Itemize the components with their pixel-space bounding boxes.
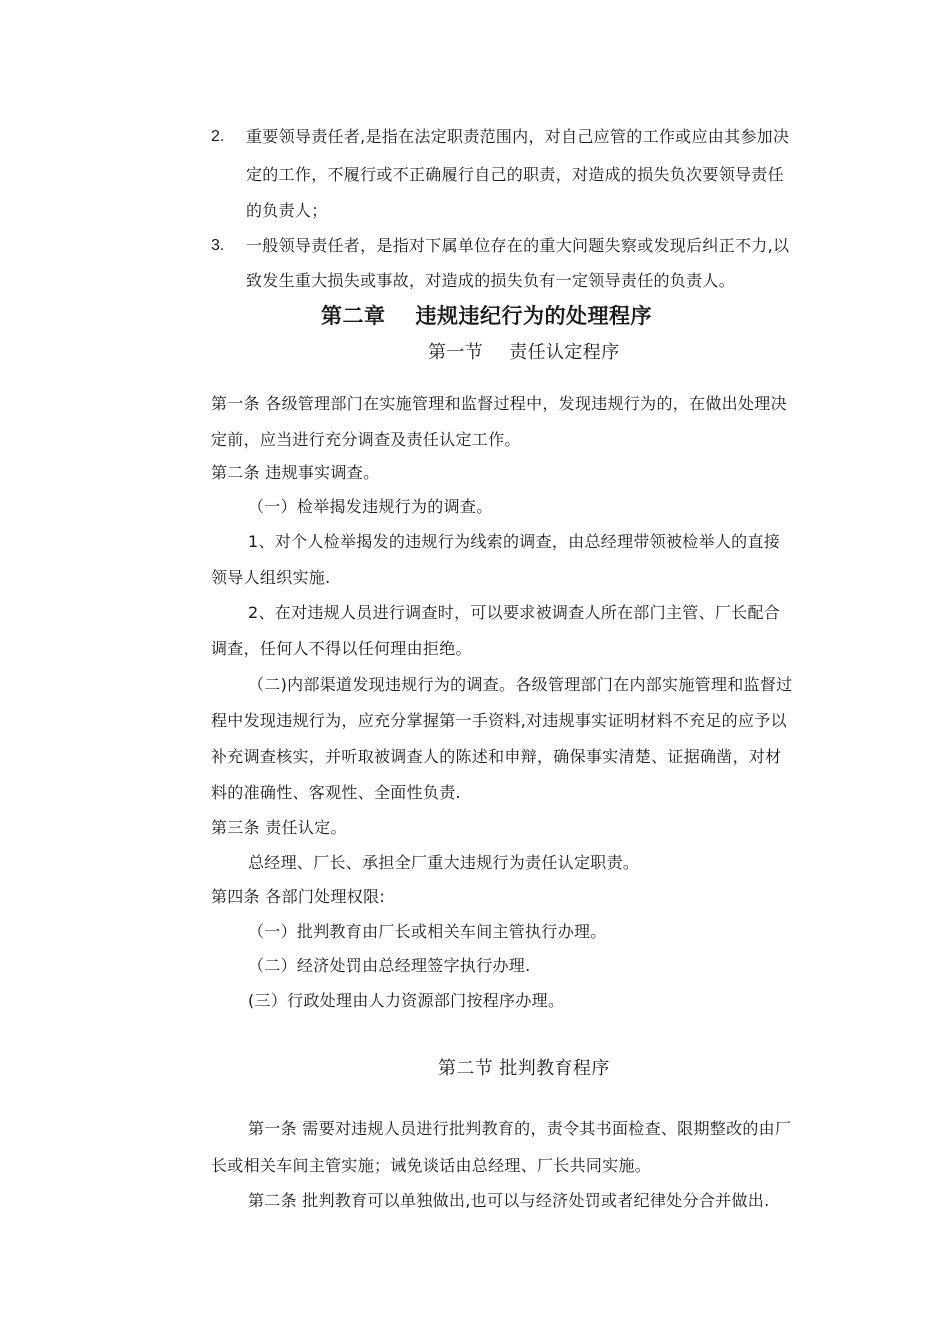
list-item-line: 致发生重大损失或事故，对造成的损失负有一定领导责任的负责人。 [246, 271, 736, 290]
article-line: 第二条 批判教育可以单独做出,也可以与经济处罚或者纪律处分合并做出. [248, 1191, 770, 1210]
clause-line: 补充调查核实，并听取被调查人的陈述和申辩，确保事实清楚、证据确凿，对材 [211, 747, 782, 766]
section-label: 第一节 [428, 342, 484, 363]
clause-line: （一）检举揭发违规行为的调查。 [248, 497, 493, 516]
article-line: 第一条 需要对违规人员进行批判教育的，责令其书面检查、限期整改的由厂 [248, 1119, 792, 1138]
clause-line: (三）行政处理由人力资源部门按程序办理。 [248, 991, 565, 1010]
list-number: 3. [211, 237, 225, 254]
article-line: 第四条 各部门处理权限: [211, 887, 386, 906]
clause-line: 调查，任何人不得以任何理由拒绝。 [211, 639, 472, 658]
section-title: 责任认定程序 [509, 342, 620, 363]
list-item-line: 的负责人； [246, 201, 328, 220]
list-item-line: 重要领导责任者,是指在法定职责范围内，对自己应管的工作或应由其参加决 [246, 127, 790, 146]
clause-line: 领导人组织实施. [211, 568, 331, 587]
clause-line: （二)内部渠道发现违规行为的调查。各级管理部门在内部实施管理和监督过 [248, 675, 793, 694]
clause-line: 总经理、厂长、承担全厂重大违规行为责任认定职责。 [248, 853, 640, 872]
clause-line: 料的准确性、客观性、全面性负责. [211, 783, 461, 802]
article-line: 第二条 违规事实调查。 [211, 463, 380, 482]
clause-line: （二）经济处罚由总经理签字执行办理. [248, 956, 531, 975]
list-number: 2. [211, 128, 225, 145]
clause-line: 程中发现违规行为，应充分掌握第一手资料,对违规事实证明材料不充足的应予以 [211, 711, 787, 730]
clause-line: 2、在对违规人员进行调查时，可以要求被调查人所在部门主管、厂长配合 [248, 603, 781, 622]
section-heading [428, 342, 620, 364]
clause-line: 1、对个人检举揭发的违规行为线索的调查，由总经理带领被检举人的直接 [248, 532, 781, 551]
article-line: 第三条 责任认定。 [211, 818, 347, 837]
clause-line: （一）批判教育由厂长或相关车间主管执行办理。 [248, 922, 607, 941]
list-item-line: 定的工作，不履行或不正确履行自己的职责，对造成的损失负次要领导责任 [246, 165, 784, 184]
list-item-line: 一般领导责任者，是指对下属单位存在的重大问题失察或发现后纠正不力,以 [246, 236, 790, 255]
chapter-heading [321, 303, 652, 329]
article-line: 定前，应当进行充分调查及责任认定工作。 [211, 430, 521, 449]
article-line: 第一条 各级管理部门在实施管理和监督过程中，发现违规行为的，在做出处理决 [211, 394, 787, 413]
section-heading: 第二节 批判教育程序 [438, 1058, 610, 1079]
chapter-title: 违规违纪行为的处理程序 [415, 304, 652, 328]
article-line: 长或相关车间主管实施；诫免谈话由总经理、厂长共同实施。 [211, 1156, 652, 1175]
chapter-label: 第二章 [321, 304, 386, 328]
